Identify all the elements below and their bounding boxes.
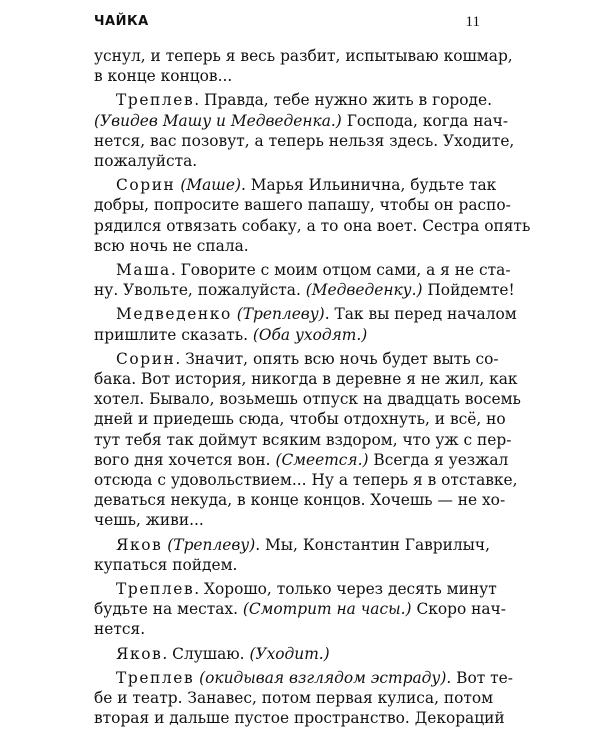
text-line <box>94 430 512 450</box>
text-line <box>94 90 493 110</box>
stage-direction: (Уходит.) <box>249 644 330 663</box>
speaker-name: Сорин <box>116 349 176 368</box>
text-segment: . Правда, тебе нужно жить в городе. <box>194 91 493 110</box>
text-line <box>94 668 513 688</box>
speaker-name: Маша <box>116 261 171 280</box>
text-segment: вторая и дальше пустое пространство. Декораций <box>94 709 505 728</box>
text-line <box>94 349 499 369</box>
stage-direction: (Медведенку.) <box>305 281 423 300</box>
text-line <box>94 450 509 470</box>
text-segment: нется, вас позовут, а теперь нельзя здесь. Уходите, <box>94 131 515 150</box>
text-segment: . Говорите с моим отцом сами, а я не ста- <box>170 261 511 280</box>
text-segment: тут тебя так доймут всяким вздором, что уж с пер- <box>94 430 512 449</box>
paragraph <box>94 90 515 171</box>
text-line <box>94 579 497 599</box>
text-line <box>94 111 509 131</box>
text-segment: . Слушаю. <box>162 644 250 663</box>
speaker-name: Яков <box>116 644 163 663</box>
text-line <box>94 304 517 324</box>
text-line <box>94 470 518 490</box>
text-segment: Господа, когда нач- <box>341 111 509 130</box>
paragraph <box>94 579 506 640</box>
text-line <box>94 236 482 256</box>
text-segment: . Значит, опять всю ночь будет выть со- <box>175 349 499 368</box>
text-segment: всю ночь не спала. <box>94 236 249 255</box>
running-head <box>94 14 480 34</box>
text-segment: бе и театр. Занавес, потом первая кулиса, потом <box>94 689 494 708</box>
text-line <box>94 409 506 429</box>
speaker-name: Треплев <box>116 668 195 687</box>
text-line <box>94 535 490 555</box>
text-line <box>94 555 482 575</box>
text-line <box>94 46 513 66</box>
paragraph <box>94 535 490 575</box>
text-line <box>94 131 515 151</box>
text-segment: уснул, и теперь я весь разбит, испытываю кошмар, <box>94 47 513 65</box>
speaker-name: Треплев <box>116 580 195 599</box>
text-line <box>94 490 506 510</box>
speaker-name: Медведенко <box>116 305 232 324</box>
text-segment: Всегда я уезжал <box>368 450 509 469</box>
text-segment: отсюда с удовольствием... Ну а теперь я в отставке, <box>94 471 518 490</box>
text-segment: в конце концов... <box>94 67 233 86</box>
stage-direction: (Смотрит на часы.) <box>242 600 412 619</box>
text-segment: рядился отвязать собаку, а то она воет. Сестра опять <box>94 216 531 235</box>
paragraph <box>94 46 513 86</box>
page-number: 11 <box>465 14 480 30</box>
paragraph <box>94 175 531 256</box>
stage-direction: (Треплеву) <box>236 305 325 324</box>
text-segment: деваться некуда, в конце концов. Хочешь — не хо- <box>94 491 506 510</box>
text-segment: . Так вы перед началом <box>324 305 517 324</box>
text-segment: . Марья Ильинична, будьте так <box>240 176 497 195</box>
stage-direction: (окидывая взглядом эстраду) <box>199 668 447 687</box>
stage-direction: (Оба уходят.) <box>252 325 368 344</box>
text-segment: Скоро нач- <box>411 600 506 619</box>
text-line <box>94 260 511 280</box>
text-line <box>94 389 521 409</box>
text-segment: ну. Увольте, пожалуйста. <box>94 281 306 300</box>
stage-direction: (Маше) <box>180 176 241 195</box>
stage-direction: (Увидев Машу и Медведенка.) <box>94 111 342 130</box>
text-line <box>94 216 531 236</box>
text-line <box>94 325 482 345</box>
text-line <box>94 280 515 300</box>
text-segment: . Вот те- <box>446 668 513 687</box>
text-line <box>94 151 482 171</box>
stage-direction: (Смеется.) <box>275 450 369 469</box>
text-segment: хотел. Бывало, возьмешь отпуск на двадцать восемь <box>94 390 521 409</box>
text-segment: бака. Вот история, никогда в деревне я не жил, как <box>94 370 518 389</box>
paragraph <box>94 668 513 729</box>
text-line <box>94 66 482 86</box>
text-line <box>94 644 482 664</box>
text-line <box>94 369 518 389</box>
text-segment: пожалуйста. <box>94 152 198 171</box>
text-segment: купаться пойдем. <box>94 555 238 574</box>
text-segment: дней и приедешь сюда, чтобы отдохнуть, и всё, но <box>94 410 506 429</box>
text-line <box>94 175 497 195</box>
running-head-title: ЧАЙКА <box>94 14 149 29</box>
paragraph <box>94 644 482 664</box>
text-line <box>94 708 505 728</box>
speaker-name: Сорин <box>116 176 176 195</box>
text-segment: . Хорошо, только через десять минут <box>194 580 497 599</box>
text-segment: добры, попросите вашего папашу, чтобы он распо- <box>94 196 511 215</box>
text-segment: нется. <box>94 620 146 639</box>
paragraph <box>94 260 515 300</box>
paragraph <box>94 349 521 531</box>
text-segment: Пойдемте! <box>422 281 515 300</box>
speaker-name: Треплев <box>116 91 195 110</box>
text-line <box>94 688 494 708</box>
paragraph <box>94 304 517 344</box>
text-line <box>94 195 511 215</box>
text-line <box>94 619 482 639</box>
text-segment: . Мы, Константин Гаврилыч, <box>255 535 490 554</box>
play-text <box>94 46 531 729</box>
text-line <box>94 510 482 530</box>
text-segment: вого дня хочется вон. <box>94 450 276 469</box>
speaker-name: Яков <box>116 535 163 554</box>
text-line <box>94 599 506 619</box>
text-segment: будьте на местах. <box>94 600 243 619</box>
text-segment: пришлите сказать. <box>94 325 253 344</box>
stage-direction: (Треплеву) <box>167 535 256 554</box>
text-segment: чешь, живи... <box>94 511 204 530</box>
